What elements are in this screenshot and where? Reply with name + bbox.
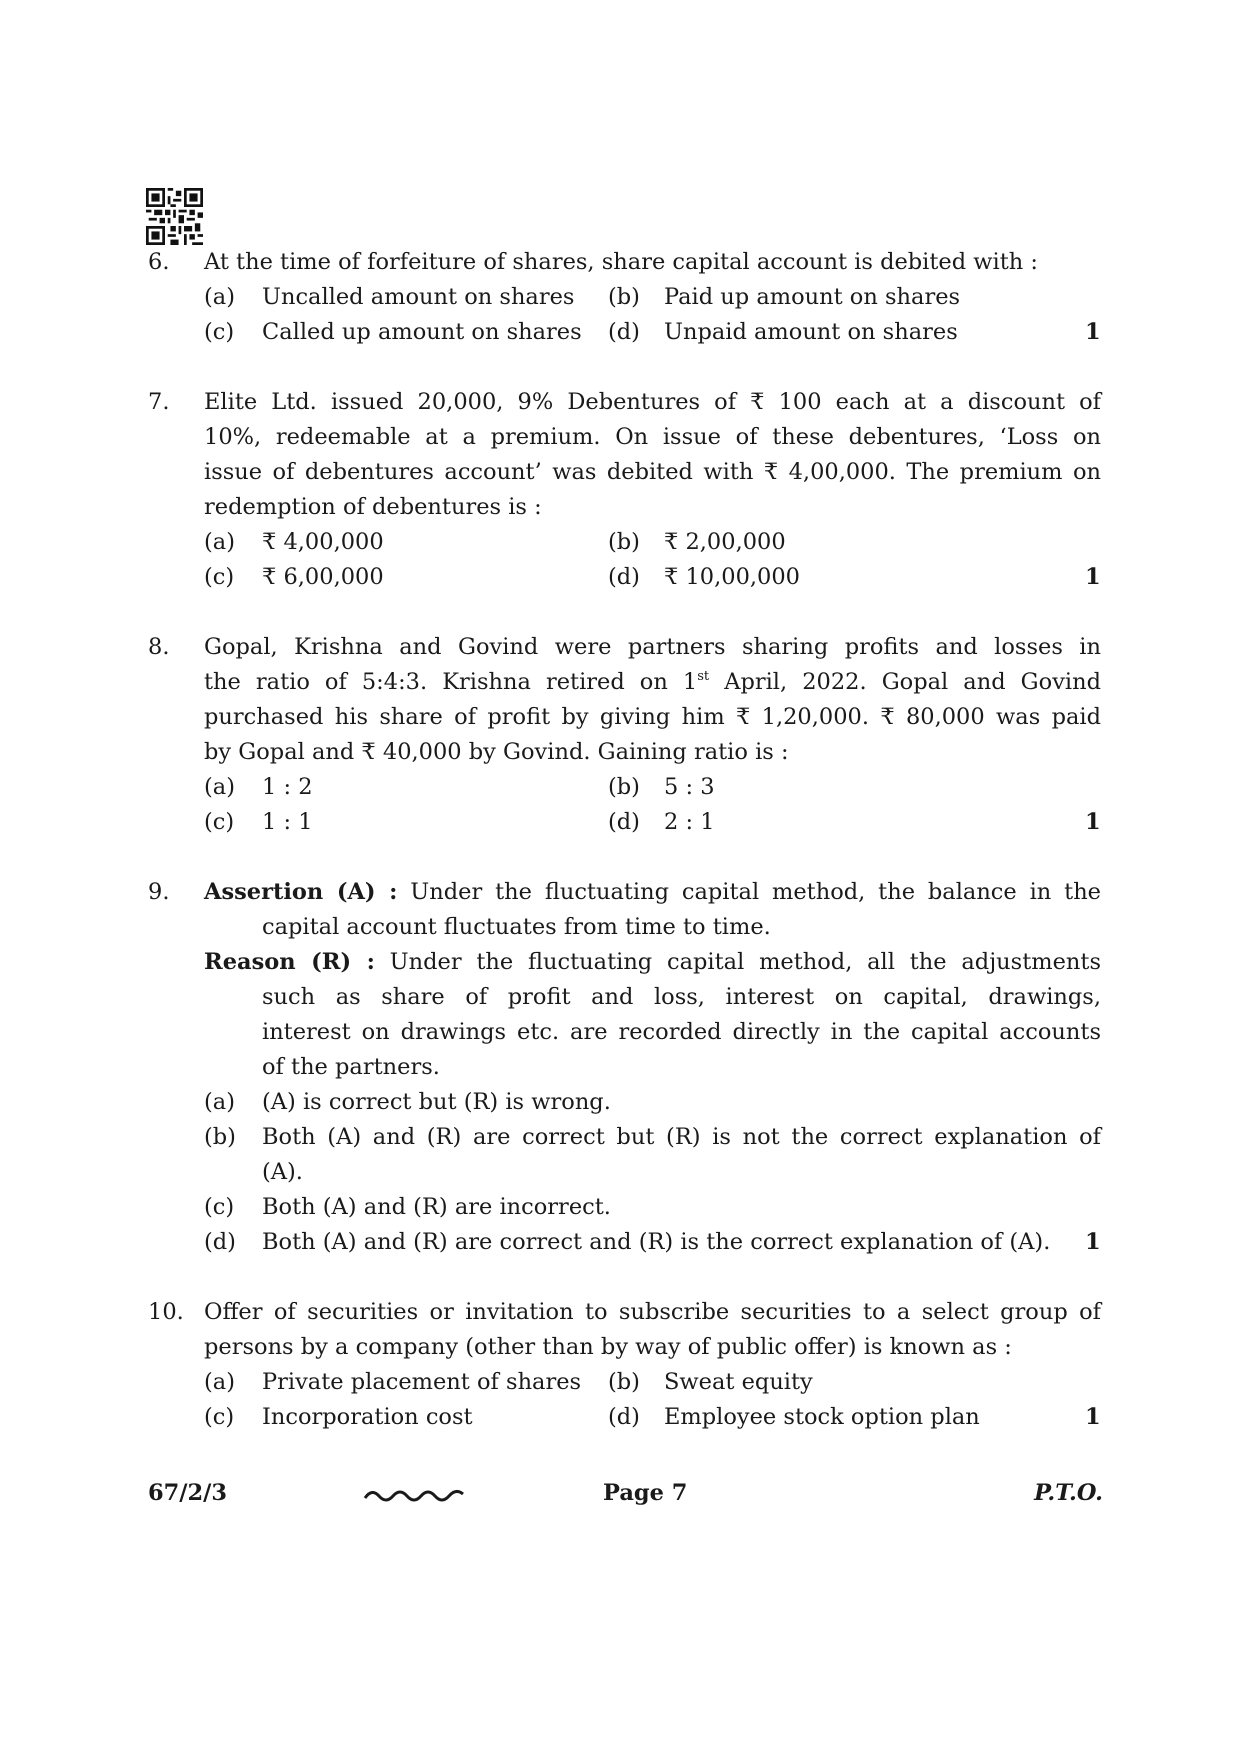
option-b-text: 5 : 3 <box>664 774 715 800</box>
page-footer <box>148 1480 1103 1516</box>
option-a-text: ₹ 4,00,000 <box>262 529 384 555</box>
question-text: Offer of securities or invitation to subscribe securities to a select group of <box>204 1299 1101 1325</box>
option-c-label: (c) <box>204 319 235 345</box>
option-c-text: Incorporation cost <box>262 1404 473 1430</box>
option-d-label: (d) <box>204 1229 236 1255</box>
option-d-label: (d) <box>608 809 640 835</box>
option-a-label: (a) <box>204 774 235 800</box>
question-number: 6. <box>148 249 170 275</box>
marks: 1 <box>1085 564 1101 590</box>
question-6 <box>148 245 1101 350</box>
question-text: persons by a company (other than by way of public offer) is known as : <box>204 1334 1012 1360</box>
pto-label: P.T.O. <box>1034 1480 1103 1506</box>
option-b-text: Both (A) and (R) are correct but (R) is not the correct explanation of <box>262 1124 1101 1150</box>
reason-text: such as share of profit and loss, interest on capital, drawings, <box>262 984 1101 1010</box>
option-d-text: ₹ 10,00,000 <box>664 564 800 590</box>
option-c-label: (c) <box>204 1404 235 1430</box>
option-d-text: Both (A) and (R) are correct and (R) is the correct explanation of (A). <box>262 1229 1051 1255</box>
option-b-label: (b) <box>608 774 640 800</box>
option-b-label: (b) <box>608 529 640 555</box>
option-c-text: Both (A) and (R) are incorrect. <box>262 1194 611 1220</box>
option-b-text: Paid up amount on shares <box>664 284 961 310</box>
marks: 1 <box>1085 1404 1101 1430</box>
question-number: 7. <box>148 389 170 415</box>
option-d-label: (d) <box>608 1404 640 1430</box>
option-a-text: Private placement of shares <box>262 1369 582 1395</box>
question-text: issue of debentures account’ was debited with ₹ 4,00,000. The premium on <box>204 459 1101 485</box>
question-8 <box>148 630 1101 840</box>
option-a-label: (a) <box>204 1089 235 1115</box>
option-b-text: (A). <box>262 1159 303 1185</box>
option-d-text: 2 : 1 <box>664 809 715 835</box>
reason-text: of the partners. <box>262 1054 440 1080</box>
option-b-label: (b) <box>608 284 640 310</box>
question-number: 9. <box>148 879 170 905</box>
option-b-text: ₹ 2,00,000 <box>664 529 786 555</box>
option-b-text: Sweat equity <box>664 1369 813 1395</box>
question-text: the ratio of 5:4:3. Krishna retired on 1st April, 2022. Gopal and Govind <box>204 668 1101 695</box>
reason-text: interest on drawings etc. are recorded directly in the capital accounts <box>262 1019 1101 1045</box>
option-a-text: Uncalled amount on shares <box>262 284 575 310</box>
option-d-text: Unpaid amount on shares <box>664 319 958 345</box>
question-text: 10%, redeemable at a premium. On issue of these debentures, ‘Loss on <box>204 424 1101 450</box>
option-c-label: (c) <box>204 809 235 835</box>
option-a-text: 1 : 2 <box>262 774 313 800</box>
option-b-label: (b) <box>608 1369 640 1395</box>
question-text: Elite Ltd. issued 20,000, 9% Debentures of ₹ 100 each at a discount of <box>204 389 1101 415</box>
question-text: redemption of debentures is : <box>204 494 542 520</box>
paper-code: 67/2/3 <box>148 1480 228 1506</box>
question-text: At the time of forfeiture of shares, share capital account is debited with : <box>204 249 1039 275</box>
page-number: Page 7 <box>603 1480 688 1506</box>
question-10 <box>148 1295 1101 1435</box>
option-d-label: (d) <box>608 319 640 345</box>
qr-code-icon <box>146 188 203 245</box>
question-number: 8. <box>148 634 170 660</box>
assertion-text: Assertion (A) : Under the fluctuating capital method, the balance in the <box>204 879 1101 905</box>
marks: 1 <box>1085 1229 1101 1255</box>
question-text: purchased his share of profit by giving him ₹ 1,20,000. ₹ 80,000 was paid <box>204 704 1101 730</box>
option-a-label: (a) <box>204 1369 235 1395</box>
option-c-text: ₹ 6,00,000 <box>262 564 384 590</box>
option-b-label: (b) <box>204 1124 236 1150</box>
question-text: by Gopal and ₹ 40,000 by Govind. Gaining ratio is : <box>204 739 789 765</box>
option-d-text: Employee stock option plan <box>664 1404 980 1430</box>
option-a-label: (a) <box>204 284 235 310</box>
option-c-text: Called up amount on shares <box>262 319 582 345</box>
question-number: 10. <box>148 1299 184 1325</box>
reason-text: Reason (R) : Under the fluctuating capital method, all the adjustments <box>204 949 1101 975</box>
option-c-label: (c) <box>204 564 235 590</box>
option-c-text: 1 : 1 <box>262 809 313 835</box>
assertion-text: capital account fluctuates from time to time. <box>262 914 771 940</box>
option-d-label: (d) <box>608 564 640 590</box>
option-a-text: (A) is correct but (R) is wrong. <box>262 1089 611 1115</box>
question-9 <box>148 875 1101 1260</box>
question-7 <box>148 385 1101 595</box>
question-text: Gopal, Krishna and Govind were partners sharing profits and losses in <box>204 634 1101 660</box>
option-a-label: (a) <box>204 529 235 555</box>
option-c-label: (c) <box>204 1194 235 1220</box>
marks: 1 <box>1085 809 1101 835</box>
marks: 1 <box>1085 319 1101 345</box>
wave-ornament-icon <box>363 1484 473 1506</box>
